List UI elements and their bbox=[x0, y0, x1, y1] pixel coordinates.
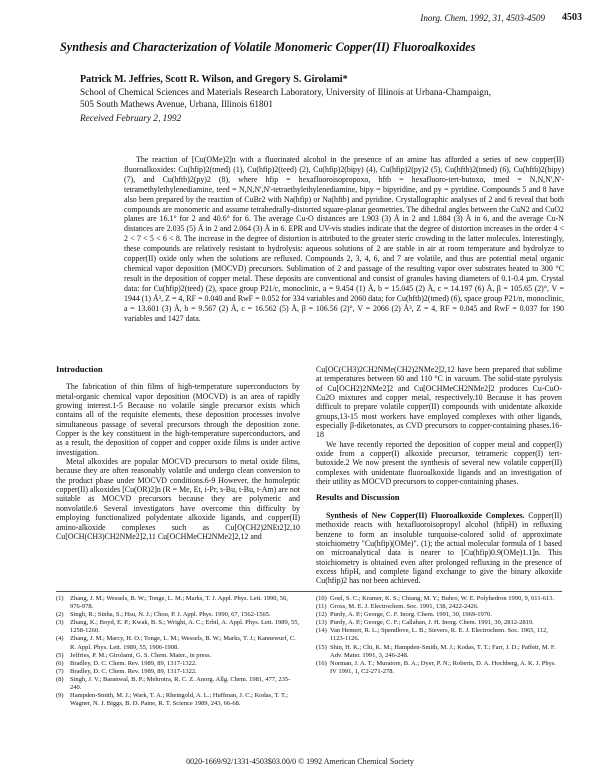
reference-item: (16) Norman, J. A. T.; Muratore, B. A.; Dyer, P. N.; Roberts, D. A. Hochberg, A. K. J. Phys. IV 1991, 1, C2-271-278. bbox=[316, 659, 556, 675]
results-heading: Results and Discussion bbox=[316, 492, 400, 503]
running-header: Inorg. Chem. 1992, 31, 4503-4509 bbox=[420, 13, 545, 23]
article-title: Synthesis and Characterization of Volatile Monomeric Copper(II) Fluoroalkoxides bbox=[60, 40, 476, 54]
reference-item: (1) Zhang, J. M.; Wessels, B. W.; Tonge, L. M.; Marks, T. J. Appl. Phys. Lett. 1990, 56, 976-978. bbox=[56, 595, 288, 611]
copyright-footer: 0020-1669/92/1331-4503$03.00/0 © 1992 American Chemical Society bbox=[186, 757, 414, 766]
reference-item: (2) Singh, R.; Sinha, S.; Hsu, N. J.; Chou, P. J. Appl. Phys. 1990, 67, 1562-1565. bbox=[56, 611, 271, 619]
introduction-heading: Introduction bbox=[56, 364, 103, 374]
intro-paragraph: We have recently reported the deposition of copper metal and copper(I) oxide from a copper(I) alkoxide precursor, tetrameric copper(I) tert-butoxide.2 We now present the synthesis of several new volatile copper(II) complexes with unidentate fluoroalkoxide ligands and an investigation of their utility as MOCVD precursors to copper-containing phases. bbox=[316, 439, 562, 487]
references-left bbox=[56, 595, 300, 708]
author-list: Patrick M. Jeffries, Scott R. Wilson, and Gregory S. Girolami* bbox=[80, 74, 348, 85]
reference-item: (12) Purdy, A. P.; George, C. F. Inorg. Chem. 1991, 30, 1969-1970. bbox=[316, 611, 492, 619]
reference-item: (14) Van Hemert, R. L.; Spendlove, L. B.; Sievers, R. E. J. Electrochem. Soc. 1965, 112, 1123-1126. bbox=[316, 627, 548, 643]
intro-paragraph: The fabrication of thin films of high-temperature superconductors by metal-organic chemical vapor deposition (MOCVD) is an area of rapidly growing interest.1-5 Because no volatile single precursor exists which contains all of the requisite elements, these deposition processes involve simultaneous passage of several precursors through the deposition zone. Copper is the key constituent in the high-temperature superconductors, and as a result, the deposition of copper and copper oxide films is under active investigation. bbox=[56, 382, 300, 457]
subsection-run-in: Synthesis of New Copper(II) Fluoroalkoxide Complexes. bbox=[326, 510, 525, 520]
reference-item: (7) Bradley, D. C. Chem. Rev. 1989, 89, 1317-1322. bbox=[56, 667, 197, 675]
references-right bbox=[316, 595, 562, 676]
reference-item: (9) Hampden-Smith, M. J.; Wark, T. A.; Rheingold, A. L.; Huffman, J. C.; Kodas, T. T.; Wagner, N. J. Biggs, B. D. Paine, R. T. Science 1989, 243, 66-68. bbox=[56, 692, 288, 708]
results-text: Copper(II) methoxide reacts with hexafluoroisopropyl alcohol (hfipH) in refluxing benzene to form an insoluble turquoise-colored solid of approximate stoichiometry "Cu(hfip)(OMe)". (1); the actual molecular formula of 1 based on microanalytical data is nearer to [Cu(hfip)0.9(OMe)1.1]n. This stoichiometry is obtained even after prolonged refluxing in the presence of excess hfipH, and complete ligand exchange to give the binary alkoxide Cu(hfip)2 has not been achieved. bbox=[316, 510, 562, 586]
reference-item: (5) Jeffries, P. M.; Girolami, G. S. Chem. Mater., in press. bbox=[56, 651, 212, 659]
received-date: Received February 2, 1992 bbox=[80, 114, 182, 124]
right-column bbox=[316, 365, 562, 586]
reference-item: (11) Gross, M. E. J. Electrochem. Soc. 1991, 138, 2422-2426. bbox=[316, 603, 479, 611]
reference-item: (6) Bradley, D. C. Chem. Rev. 1989, 89, 1317-1322. bbox=[56, 659, 197, 667]
reference-item: (8) Singh, J. V.; Baranwal, B. P.; Mehrotra, R. C. Z. Anorg. Allg. Chem. 1981, 477, 235-240. bbox=[56, 675, 291, 692]
reference-item: (4) Zhang, J. M.; Marcy, H. O.; Tonge, L. M.; Wessels, B. W.; Marks, T. J.; Kannewurf, C. R. Appl. Phys. Lett. 1989, 55, 1906-1908. bbox=[56, 635, 296, 651]
reference-item: (15) Shin, H. K.; Chi, K. M.; Hampden-Smith, M. J.; Kodas, T. T.; Farr, J. D.; Paffett, M. F. Adv. Mater. 1991, 3, 246-248. bbox=[316, 643, 556, 659]
results-paragraph bbox=[316, 511, 562, 586]
references-divider bbox=[56, 591, 562, 592]
intro-paragraph: Metal alkoxides are popular MOCVD precursors to metal oxide films, because they are often reasonably volatile and undergo clean conversion to the product phase under MOCVD conditions.6-9 However, the homoleptic copper(II) alkoxides [Cu(OR)2]n (R = Me, Et, i-Pr, s-Bu, t-Bu, t-Am) are not suitable as MOCVD precursors because they are polymeric and nonvolatile.6 Several investigators have overcome this difficulty by employing functionalized polydentate alkoxide ligands, and copper(II) amino-alkoxide complexes such as Cu[O(CH2)2NEt2]2,10 Cu[OCH(CH3)CH2NMe2]2,11 Cu[OCHMeCH2NMe2]2,12 and bbox=[56, 457, 300, 541]
reference-item: (13) Purdy, A. P.; George, C. F.; Callahan, J. H. Inorg. Chem. 1991, 30, 2812-2819. bbox=[316, 619, 534, 627]
intro-continued-paragraph: Cu[OC(CH3)2CH2NMe(CH2)2NMe2]2,12 have been prepared that sublime at temperatures between 60 and 110 °C in vacuum. The solid-state pyrolysis of Cu[OCH2)2NMe2]2 and Cu[OCHMeCH2NMe2]2 produces Cu-CuO-Cu2O mixtures and copper metal, respectively.10 Because it has proven difficult to prepare volatile copper(II) compounds with unidentate alkoxide groups,13-15 most workers have employed complexes with other ligands, especially β-diketonates, as CVD precursors to copper-containing phases.16-18 bbox=[316, 365, 562, 440]
reference-item: (10) Goel, S. C.; Kramer, K. S.; Chiang, M. Y.; Buhro, W. E. Polyhedron 1990, 9, 611-613. bbox=[316, 595, 555, 602]
affiliation: School of Chemical Sciences and Materials Research Laboratory, University of Illinois at Urbana-Champaign, 505 South Mathews Avenue, Urbana, Illinois 61801 bbox=[80, 88, 491, 110]
reference-item: (3) Zhang, K.; Boyd, E. P.; Kwak, B. S.; Wright, A. C.; Erbil, A. Appl. Phys. Lett. 1989, 55, 1258-1260. bbox=[56, 619, 300, 635]
abstract: The reaction of [Cu(OMe)2]n with a fluorinated alcohol in the presence of an amine has afforded a series of new copper(II) fluoroalkoxides: Cu(hfip)2(tmed) (1), Cu(hfip)2(teed) (2), Cu(hfip)2(bipy) (4), Cu(hfip)2(py)2 (5), Cu(hftb)2(tmed) (6), Cu(hftb)2(bipy) (7), and Cu(hftb)2(py)2 (8), where hfip = hexafluoroisopropoxo, hftb = hexafluoro-tert-butoxo, tmed = N,N,N',N'-tetramethylethylenediamine, teed = N,N,N',N'-tetraethylethylenediamine, bipy = bipyridine, and py = pyridine. Compounds 5 and 8 have also been prepared by the reaction of CuBr2 with Na(hfip) or Na(hftb) and pyridine. Crystallographic analyses of 2 and 6 reveal that both compounds are monomeric and assume tetrahedrally-distorted square-planar geometries. The dihedral angles between the CuN2 and CuO2 planes are 16.1° for 2 and 40.6° for 6. The average Cu-O distances are 1.903 (3) Å in 2 and 1.884 (3) Å in 6, and the average Cu-N distances are 2.035 (5) Å in 2 and 2.064 (3) Å in 6. EPR and UV-vis studies indicate that the degree of distortion increases in the order 4 < 2 < 7 < 5 < 6 < 8. The increase in the degree of distortion is attributed to the greater steric crowding in the latter molecules. Interestingly, these compounds are relatively resistant to hydrolysis: aqueous solutions of 2 are stable in air at room temperature and hydrolyze to copper(II) oxide only when the solutions are refluxed. Compounds 2, 3, 4, 6, and 7 are volatile, and thus are potential metal organic chemical vapor deposition (MOCVD) precursors. Sublimation of 2 and passage of the resulting vapor over substrates heated to 300 °C result in the deposition of copper metal. These deposits are conventional and consist of granules having diameters of 0.1-0.4 µm. Crystal data: for Cu(hfip)2(teed) (2), space group P21/c, monoclinic, a = 9.454 (1) Å, b = 15.045 (2) Å, c = 14.197 (6) Å, β = 105.65 (2)°, V = 1944 (1) Å³, Z = 4, RF = 0.040 and RwF = 0.052 for 334 variables and 2060 data; for Cu(hftb)2(tmed) (6), space group P21/n, monoclinic, a = 13.601 (3) Å, b = 9.567 (2) Å, c = 16.562 (5) Å, β = 106.56 (2)°, V = 2066 (2) Å³, Z = 4, RF = 0.045 and RwF = 0.037 for 190 variables and 1427 data. bbox=[124, 155, 564, 323]
left-column bbox=[56, 365, 300, 541]
page-number: 4503 bbox=[562, 12, 582, 23]
